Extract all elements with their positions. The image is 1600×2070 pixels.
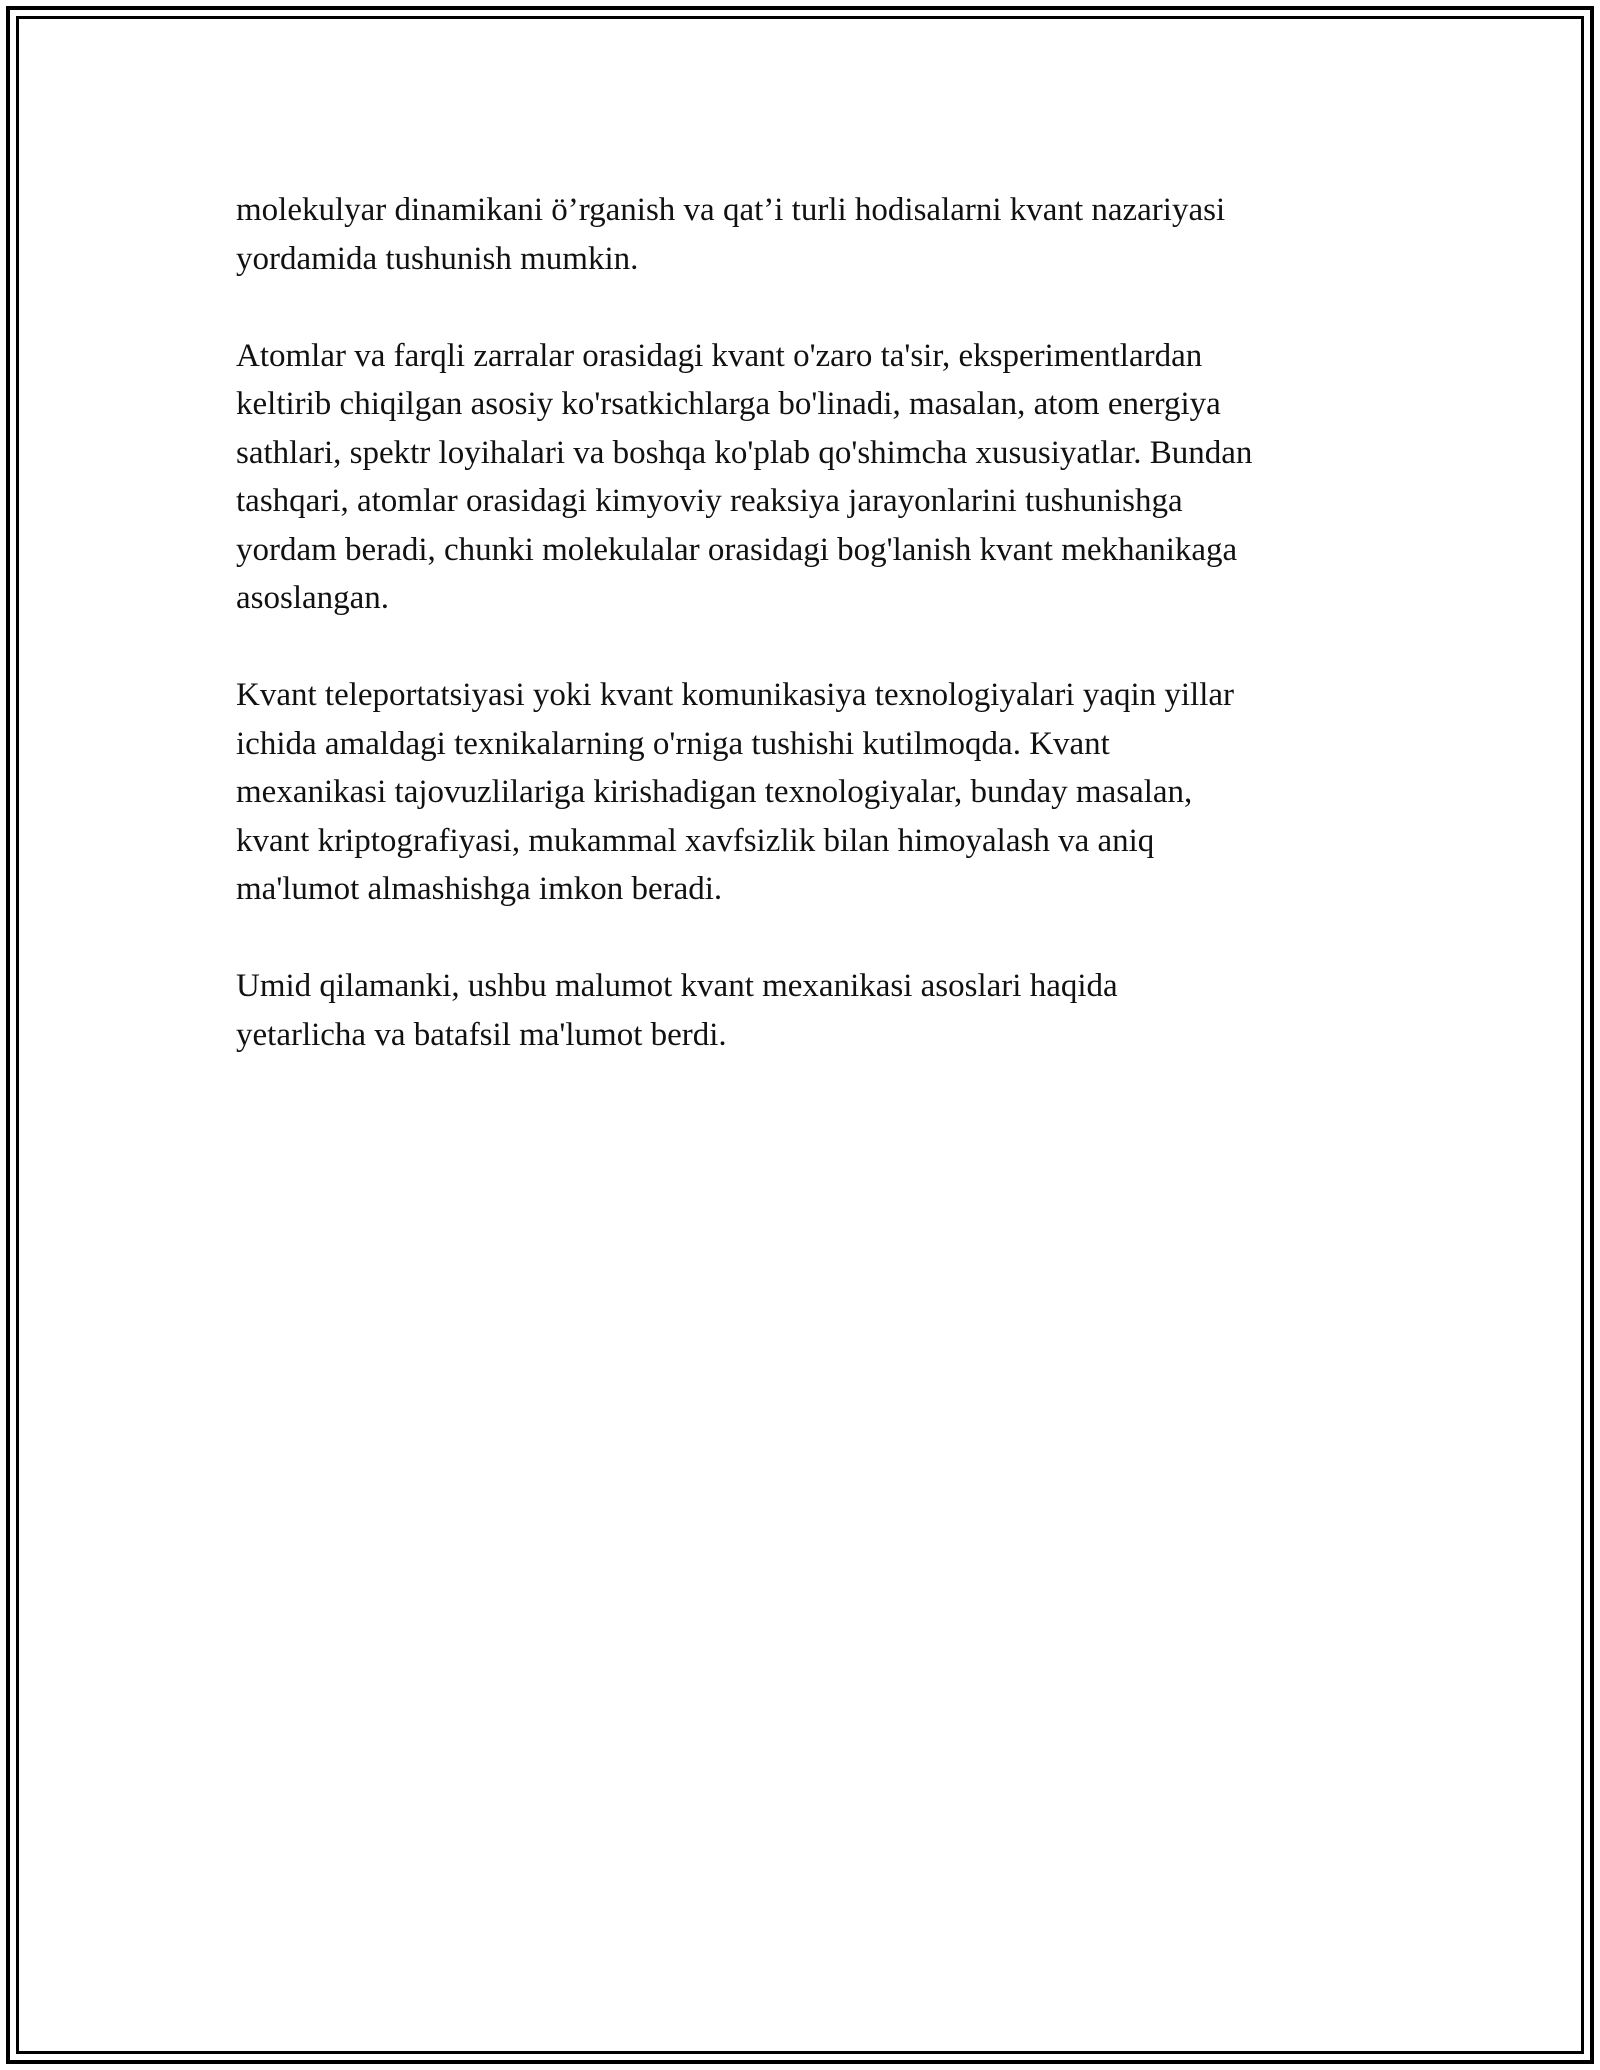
paragraph-3: Kvant teleportatsiyasi yoki kvant komunikasiya texnologiyalari yaqin yillar ichida amaldagi texnikalarning o'rniga tushishi kutilmoqda. Kvant mexanikasi tajovuzlilariga kirishadigan texnologiyalar, bunday masalan, kvant kriptografiyasi, mukammal xavfsizlik bilan himoyalash va aniq ma'lumot almashishga imkon beradi.	[236, 677, 1235, 907]
paragraph-2: Atomlar va farqli zarralar orasidagi kvant o'zaro ta'sir, eksperimentlardan keltirib chiqilgan asosiy ko'rsatkichlarga bo'linadi, masalan, atom energiya sathlari, spektr loyihalari va boshqa ko'plab qo'shimcha xususiyatlar. Bundan tashqari, atomlar orasidagi kimyoviy reaksiya jarayonlarini tushunishga yordam beradi, chunki molekulalar orasidagi bog'lanish kvant mekhanikaga asoslangan.	[236, 337, 1253, 616]
paragraph-4: Umid qilamanki, ushbu malumot kvant mexanikasi asoslari haqida yetarlicha va batafsil ma'lumot berdi.	[236, 968, 1118, 1053]
paragraph-1: molekulyar dinamikani ö’rganish va qat’i turli hodisalarni kvant nazariyasi yordamida tushunish mumkin.	[236, 192, 1226, 277]
document-body	[236, 186, 1376, 1108]
